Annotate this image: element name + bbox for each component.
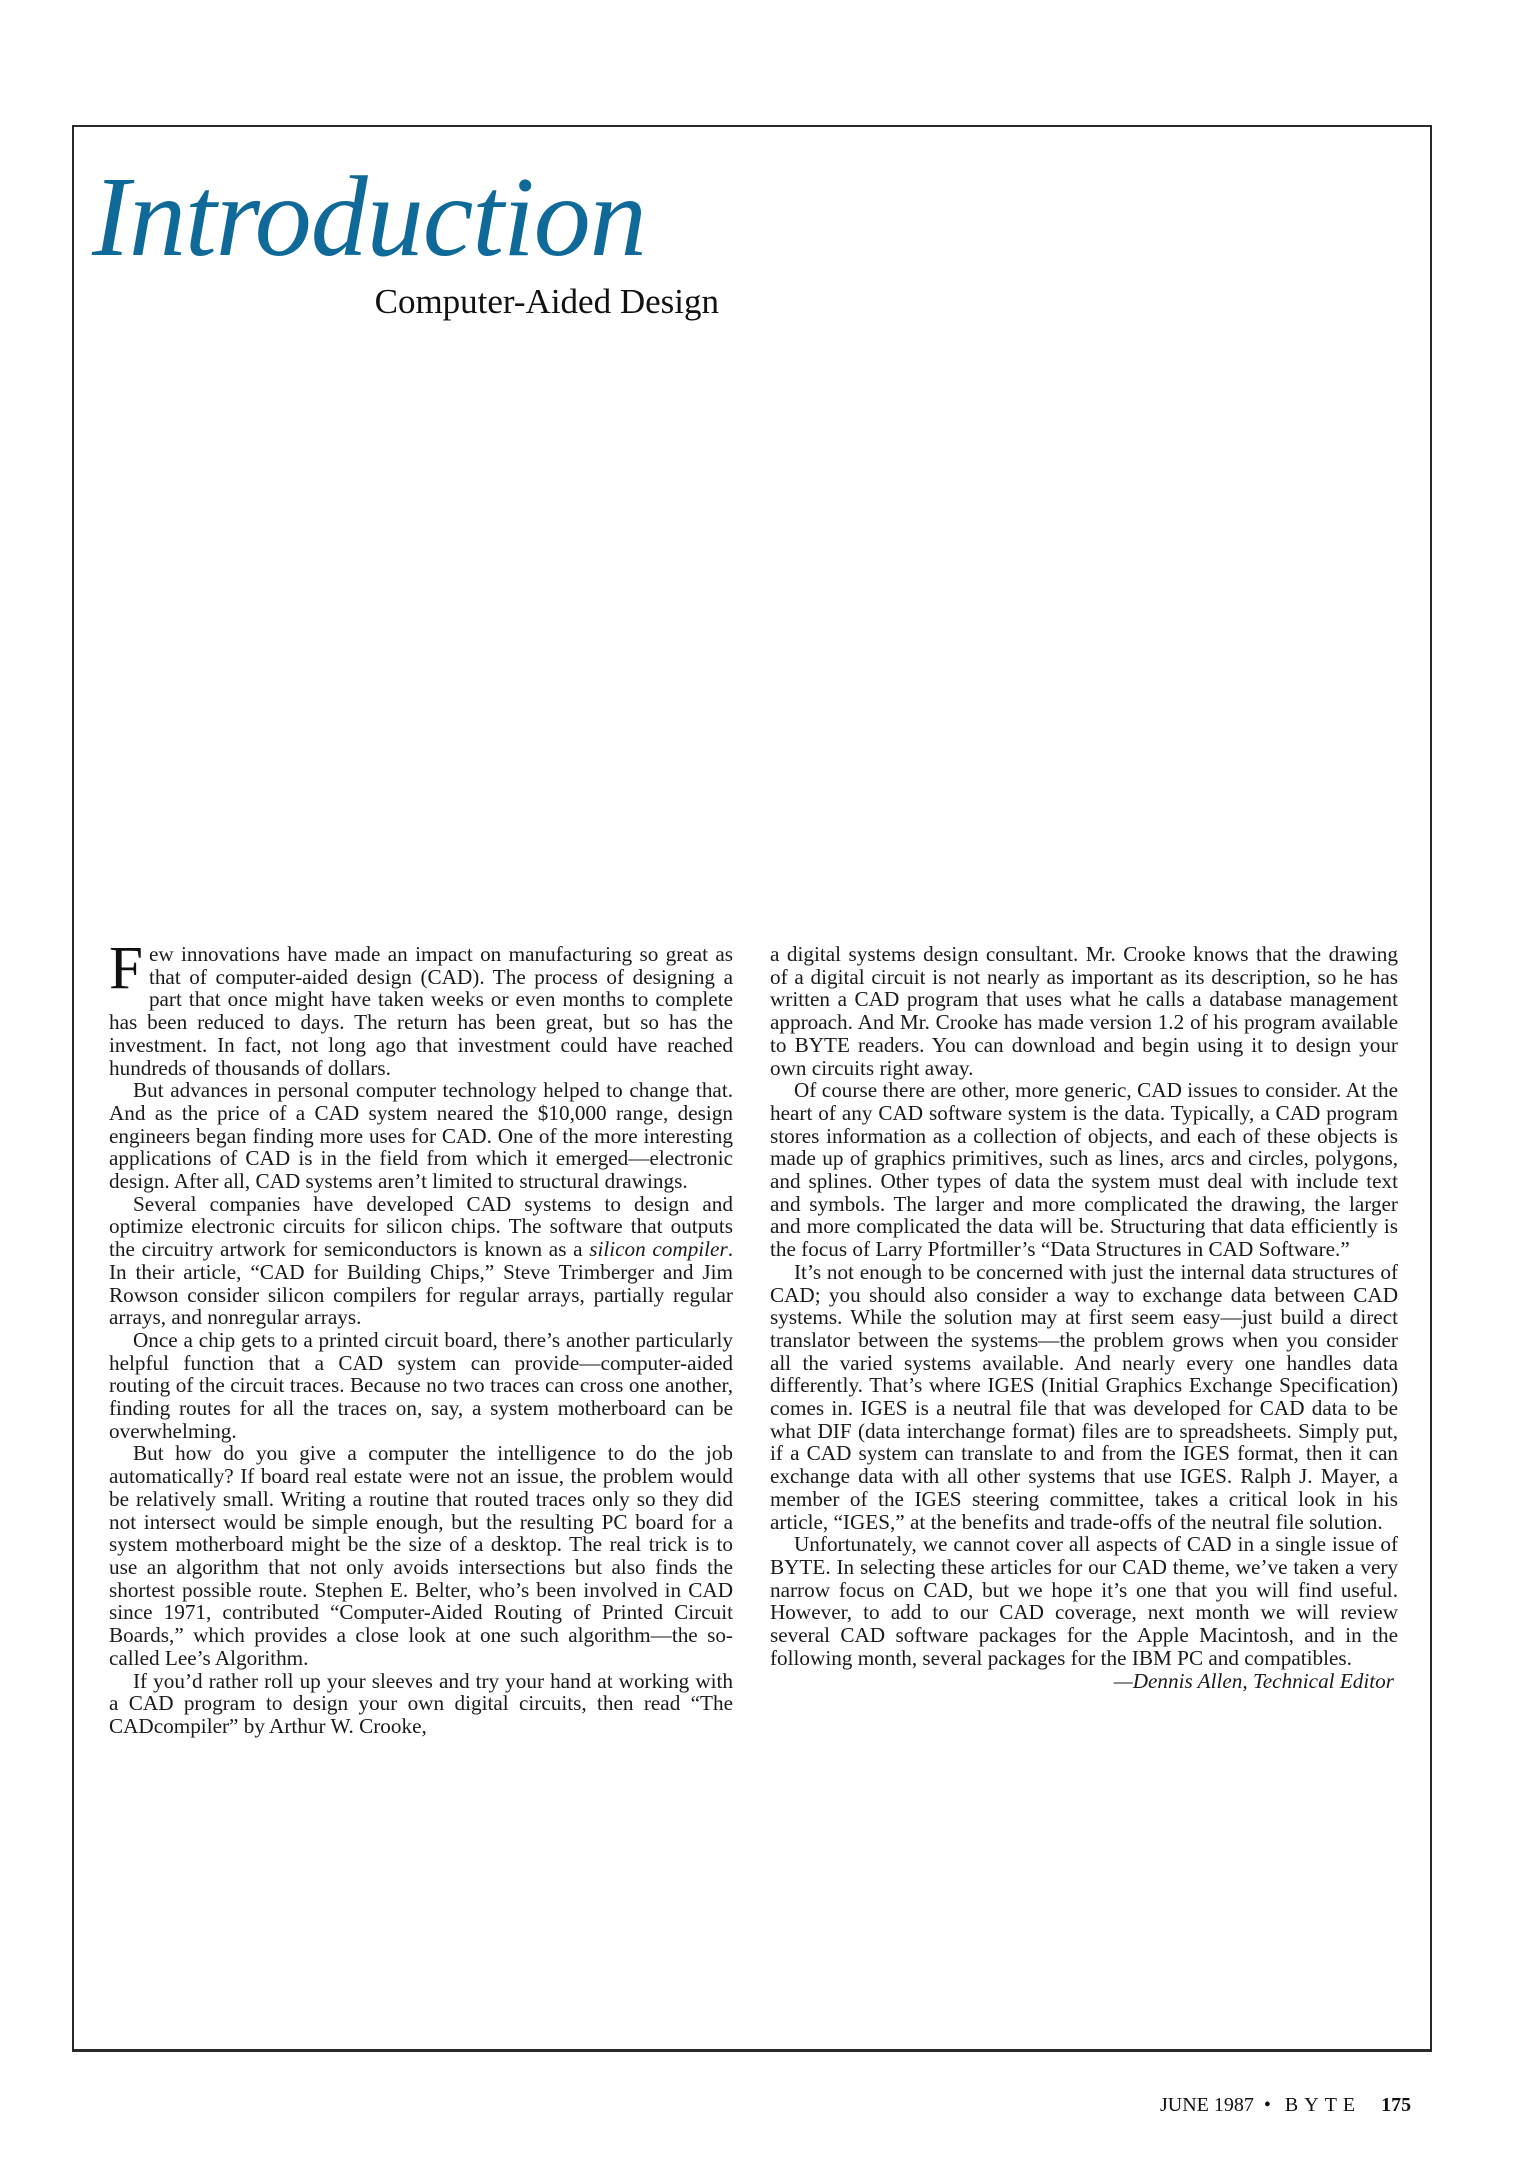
article-paragraph: But advances in personal computer technology helped to change that. And as the price of a CAD system neared the $10,000 range, design engineers began finding more uses for CAD. One of the more interesting applications of CAD is in the field from which it emerged—electronic design. After all, CAD systems aren’t limited to structural drawings. [109, 1078, 733, 1194]
page-footer [1160, 2093, 1411, 2117]
page-subtitle: Computer-Aided Design [374, 282, 719, 321]
article-paragraph: Unfortunately, we cannot cover all aspects of CAD in a single issue of BYTE. In selecting these articles for our CAD theme, we’ve taken a very narrow focus on CAD, but we hope it’s one that you will find useful. However, to add to our CAD coverage, next month we will review several CAD software packages for the Apple Macintosh, and in the following month, several packages for the IBM PC and compatibles. [770, 1532, 1398, 1670]
article-paragraph: If you’d rather roll up your sleeves and try your hand at working with a CAD program to design your own digital circuits, then read “The CADcompiler” by Arthur W. Crooke, [109, 1668, 733, 1738]
magazine-name: BYTE [1284, 2094, 1362, 2116]
article-paragraph: It’s not enough to be concerned with just the internal data structures of CAD; you should also consider a way to exchange data between CAD systems. While the solution may at first seem easy—just build a direct translator between the systems—the problem grows when you consider all the varied systems available. And nearly every one handles data differently. That’s where IGES (Initial Graphics Exchange Specification) comes in. IGES is a neutral file that was developed for CAD data to be what DIF (data interchange format) files are to spreadsheets. Simply put, if a CAD system can translate to and from the IGES format, then it can exchange data with all other systems that use IGES. Ralph J. Mayer, a member of the IGES steering committee, takes a critical look in his article, “IGES,” at the benefits and trade-offs of the neutral file solution. [770, 1259, 1398, 1534]
article-column-left [109, 935, 734, 1738]
article-paragraph: Of course there are other, more generic, CAD issues to consider. At the heart of any CAD software system is the data. Typically, a CAD program stores information as a collection of objects, and each of these objects is made up of graphics primitives, such as lines, arcs and circles, polygons, and splines. Other types of data the system must deal with include text and symbols. The larger and more complicated the drawing, the larger and more complicated the data will be. Structuring that data efficiently is the focus of Larry Pfortmiller’s “Data Structures in CAD Software.” [770, 1078, 1398, 1262]
article-paragraph: But how do you give a computer the intelligence to do the job automatically? If board real estate were not an issue, the problem would be relatively small. Writing a routine that routed traces only so they did not intersect would be simple enough, but the resulting PC board for a system motherboard might be the size of a desktop. The real trick is to use an algorithm that not only avoids intersections but also finds the shortest possible route. Stephen E. Belter, who’s been involved in CAD since 1971, contributed “Computer-Aided Routing of Printed Circuit Boards,” which provides a close look at one such algorithm—the so-called Lee’s Algorithm. [109, 1441, 733, 1670]
author-signature: —Dennis Allen, Technical Editor [1113, 1668, 1394, 1693]
article-paragraph: a digital systems design consultant. Mr. Crooke knows that the drawing of a digital circuit is not nearly as important as its description, so he has written a CAD program that uses what he calls a database management approach. And Mr. Crooke has made version 1.2 of his program available to BYTE readers. You can download and begin using it to design your own circuits right away. [770, 942, 1398, 1080]
article-paragraph: Once a chip gets to a printed circuit board, there’s another particularly helpful function that a CAD system can provide—computer-aided routing of the circuit traces. Because no two traces can cross one another, finding routes for all the traces on, say, a system motherboard can be overwhelming. [109, 1327, 733, 1443]
drop-cap: F [109, 935, 143, 1002]
bullet-separator-icon: • [1263, 2094, 1271, 2116]
issue-date: JUNE 1987 [1160, 2094, 1254, 2116]
article-paragraph: Several companies have developed CAD systems to design and optimize electronic circuits for silicon chips. The software that outputs the circuitry artwork for semiconductors is known as a silicon compiler. In their article, “CAD for Building Chips,” Steve Trimberger and Jim Rowson consider silicon compilers for regular arrays, partially regular arrays, and nonregular arrays. [109, 1191, 734, 1330]
article-paragraph: Few innovations have made an impact on manufacturing so great as that of computer-aided design (CAD). The process of designing a part that once might have taken weeks or even months to complete has been reduced to days. The return has been great, but so has the investment. In fact, not long ago that investment could have reached hundreds of thousands of dollars. [109, 935, 733, 1080]
page-title: Introduction [92, 153, 646, 280]
article-column-right [770, 943, 1398, 1692]
page-number: 175 [1381, 2094, 1412, 2116]
emphasis-term: silicon compiler [589, 1237, 728, 1262]
